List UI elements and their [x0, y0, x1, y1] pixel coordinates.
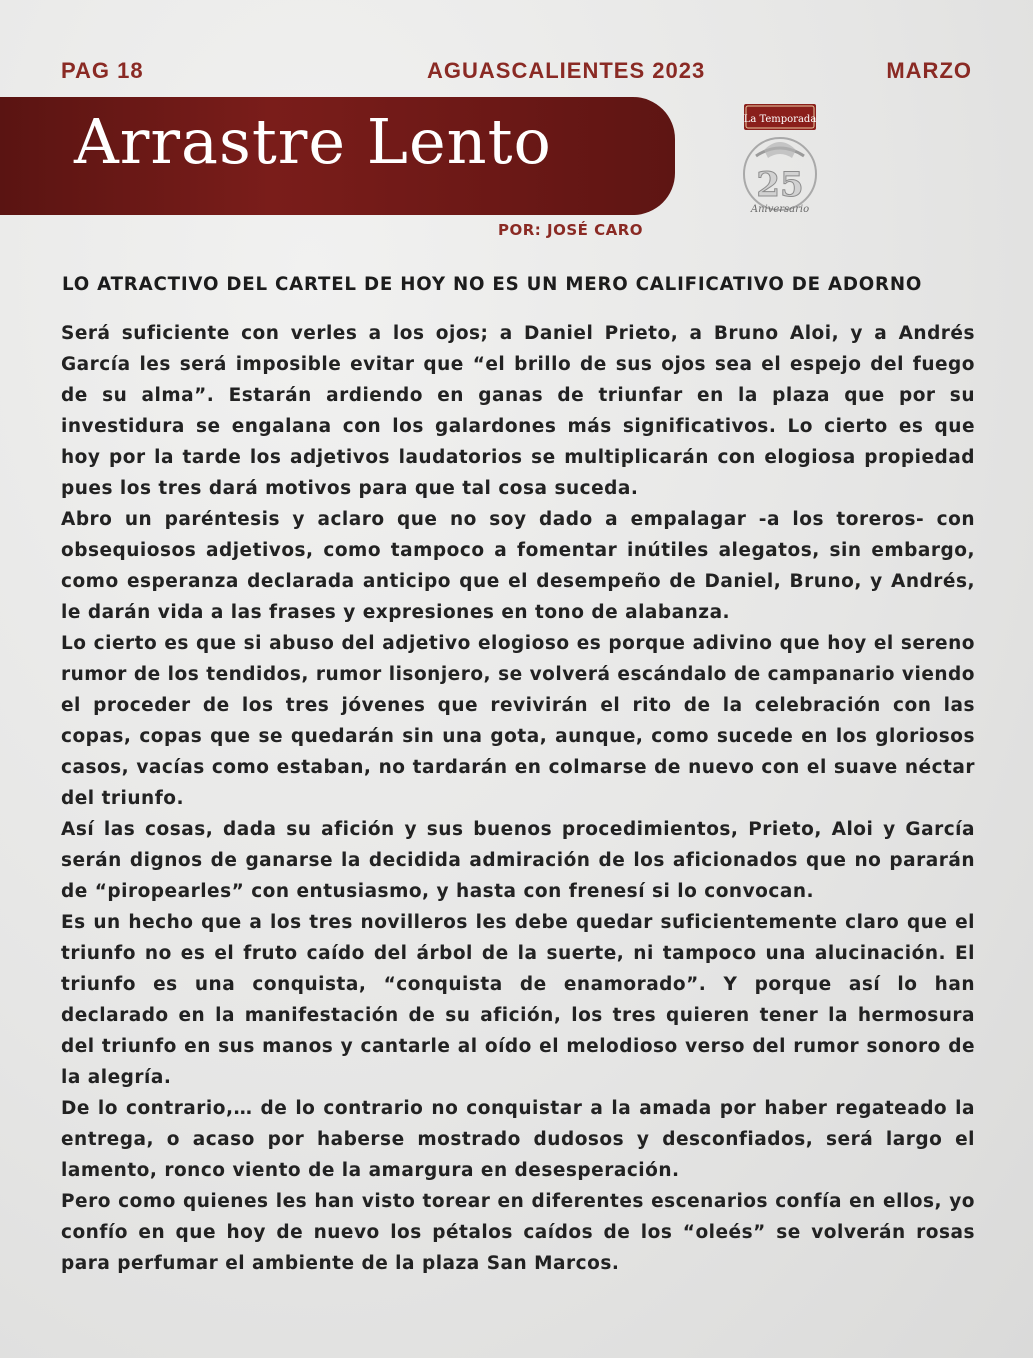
logo-caption: Aniversario: [750, 204, 810, 215]
article-paragraph: Abro un paréntesis y aclaro que no soy dado a empalagar -a los toreros- con obsequiosos adjetivos, como tampoco a fomentar inútiles alegatos, sin embargo, como esperanza declarada anticipo que el desempeño de Daniel, Bruno, y Andrés, le darán vida a las frases y expresiones en tono de alabanza.: [61, 509, 975, 623]
article-paragraph: Pero como quienes les han visto torear en diferentes escenarios confía en ellos, yo confío en que hoy de nuevo los pétalos caídos de los “oleés” se volverán rosas para perfumar el ambiente de la plaza San Marcos.: [61, 1191, 975, 1274]
article-paragraph: Es un hecho que a los tres novilleros les debe quedar suficientemente claro que el triunfo no es el fruto caído del árbol de la suerte, ni tampoco una alucinación. El triunfo es una conquista, “conquista de enamorado”. Y porque así lo han declarado en la manifestación de su afición, los tres quieren tener la hermosura del triunfo en sus manos y cantarle al oído el melodioso verso del rumor sonoro de la alegría.: [61, 912, 975, 1088]
article-paragraph: Lo cierto es que si abuso del adjetivo elogioso es porque adivino que hoy el sereno rumor de los tendidos, rumor lisonjero, se volverá escándalo de campanario viendo el proceder de los tres jóvenes que revivirán el rito de la celebración con las copas, copas que se quedarán sin una gota, aunque, como sucede en los gloriosos casos, vacías como estaban, no tardarán en colmarse de nuevo con el suave néctar del triunfo.: [61, 633, 975, 809]
byline: POR: JOSÉ CARO: [498, 221, 644, 239]
edition-label: AGUASCALIENTES 2023: [427, 58, 706, 83]
anniversary-logo: [730, 100, 830, 218]
article-paragraph: De lo contrario,… de lo contrario no conquistar a la amada por haber regateado la entrega, o acaso por haberse mostrado dudosos y desconfiados, será largo el lamento, ronco viento de la amargura en desesperación.: [61, 1098, 975, 1181]
month-label: MARZO: [886, 58, 972, 83]
article-headline: LO ATRACTIVO DEL CARTEL DE HOY NO ES UN MERO CALIFICATIVO DE ADORNO: [62, 274, 923, 295]
column-title: Arrastre Lento: [74, 105, 552, 178]
article-paragraph: Así las cosas, dada su afición y sus buenos procedimientos, Prieto, Aloi y García serán dignos de ganarse la decidida admiración de los aficionados que no pararán de “piropearles” con entusiasmo, y hasta con frenesí si lo convocan.: [61, 819, 975, 902]
article-body: [61, 318, 975, 1279]
article-paragraph: Será suficiente con verles a los ojos; a Daniel Prieto, a Bruno Aloi, y a Andrés García les será imposible evitar que “el brillo de sus ojos sea el espejo del fuego de su alma”. Estarán ardiendo en ganas de triunfar en la plaza que por su investidura se engalana con los galardones más significativos. Lo cierto es que hoy por la tarde los adjetivos laudatorios se multiplicarán con elogiosa propiedad pues los tres dará motivos para que tal cosa suceda.: [61, 323, 975, 499]
logo-number: 25: [756, 165, 804, 205]
logo-brand: La Temporada: [743, 114, 817, 125]
page-number: PAG 18: [61, 58, 144, 83]
